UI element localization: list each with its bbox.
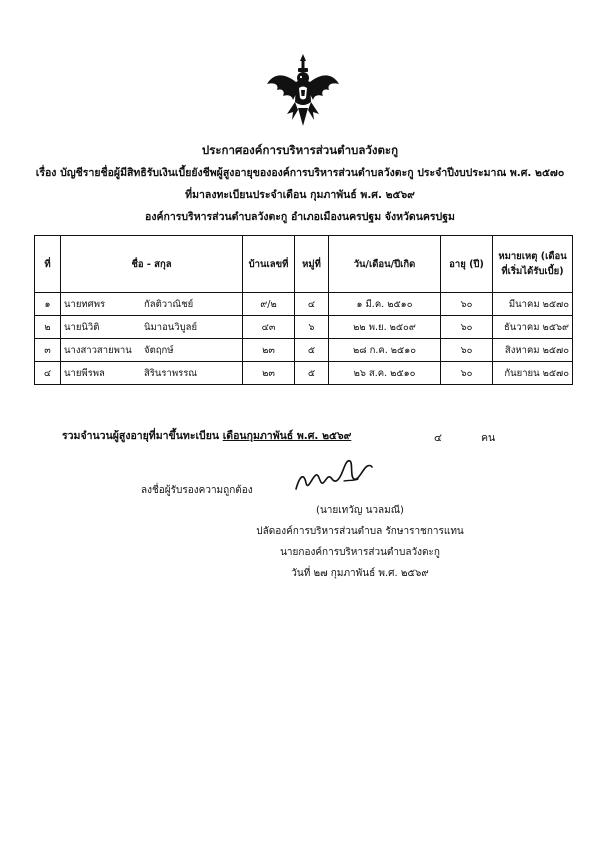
cell-age: ๖๐ <box>441 316 493 339</box>
cell-moo: ๖ <box>295 316 329 339</box>
garuda-emblem <box>265 52 341 128</box>
header-no: ที่ <box>35 236 61 293</box>
cell-no: ๒ <box>35 316 61 339</box>
header-note: หมายเหตุ (เดือนที่เริ่มได้รับเบี้ย) <box>493 236 573 293</box>
table-row <box>35 339 573 362</box>
first-name: นางสาวสายพาน <box>64 344 132 356</box>
last-name: นิมาอนวิบูลย์ <box>144 321 198 333</box>
cell-dob: ๑ มี.ค. ๒๕๑๐ <box>329 293 441 316</box>
cell-name <box>61 362 243 385</box>
cell-dob: ๒๒ พ.ย. ๒๕๐๙ <box>329 316 441 339</box>
table-row <box>35 362 573 385</box>
summary-month: เดือนกุมภาพันธ์ พ.ศ. ๒๕๖๙ <box>222 430 352 442</box>
summary-count: ๔ <box>434 432 442 444</box>
cell-no: ๓ <box>35 339 61 362</box>
cell-age: ๖๐ <box>441 293 493 316</box>
cell-name <box>61 293 243 316</box>
cell-dob: ๒๖ ส.ค. ๒๕๑๐ <box>329 362 441 385</box>
signature-block <box>200 500 520 584</box>
certifier-position: ปลัดองค์การบริหารส่วนตำบล รักษาราชการแทน <box>256 526 464 537</box>
cell-note: กันยายน ๒๕๗๐ <box>493 362 573 385</box>
cell-name <box>61 316 243 339</box>
header-age: อายุ (ปี) <box>441 236 493 293</box>
first-name: นายทศพร <box>64 298 106 310</box>
organization-location: องค์การบริหารส่วนตำบลวังตะกู อำเภอเมืองนครปฐม จังหวัดนครปฐม <box>145 211 455 223</box>
cell-moo: ๕ <box>295 339 329 362</box>
certifier-name: (นายเทวัญ นวลมณี) <box>316 505 404 516</box>
announcement-subject: เรื่อง บัญชีรายชื่อผู้มีสิทธิรับเงินเบี้ยยังชีพผู้สูงอายุขององค์การบริหารส่วนตำบลวังตะกู ประจำปีงบประมาณ พ.ศ. ๒๕๗๐ <box>35 167 565 179</box>
cell-note: สิงหาคม ๒๕๗๐ <box>493 339 573 362</box>
cell-age: ๖๐ <box>441 362 493 385</box>
header-dob: วัน/เดือน/ปีเกิด <box>329 236 441 293</box>
table-row <box>35 316 573 339</box>
cell-house-no: ๒๓ <box>243 362 295 385</box>
header-name: ชื่อ - สกุล <box>61 236 243 293</box>
cell-house-no: ๔๓ <box>243 316 295 339</box>
summary-label: รวมจำนวนผู้สูงอายุที่มาขึ้นทะเบียน <box>62 430 220 442</box>
header-moo: หมู่ที่ <box>295 236 329 293</box>
header-house-no: บ้านเลขที่ <box>243 236 295 293</box>
certifier-organization: นายกองค์การบริหารส่วนตำบลวังตะกู <box>280 547 440 558</box>
summary-line <box>62 427 351 444</box>
handwritten-signature <box>292 455 376 495</box>
table-header-row <box>35 236 573 293</box>
cell-name <box>61 339 243 362</box>
announcement-title: ประกาศองค์การบริหารส่วนตำบลวังตะกู <box>201 143 399 157</box>
beneficiary-table <box>34 235 573 385</box>
last-name: สิรินราพรรณ <box>144 367 198 379</box>
cell-house-no: ๒๓ <box>243 339 295 362</box>
summary-unit: คน <box>481 432 496 444</box>
cell-no: ๔ <box>35 362 61 385</box>
certifier-label: ลงชื่อผู้รับรองความถูกต้อง <box>141 485 253 496</box>
registration-period: ที่มาลงทะเบียนประจำเดือน กุมภาพันธ์ พ.ศ. ๒๕๖๙ <box>185 189 415 201</box>
cell-moo: ๔ <box>295 293 329 316</box>
last-name: จัตฤกษ์ <box>144 344 174 356</box>
first-name: นายพีรพล <box>64 367 105 379</box>
table-row <box>35 293 573 316</box>
cell-moo: ๕ <box>295 362 329 385</box>
first-name: นายนิวิติ <box>64 321 100 333</box>
certification-date: วันที่ ๒๗ กุมภาพันธ์ พ.ศ. ๒๕๖๙ <box>291 568 429 579</box>
cell-note: ธันวาคม ๒๕๖๙ <box>493 316 573 339</box>
cell-note: มีนาคม ๒๕๗๐ <box>493 293 573 316</box>
last-name: กัลติวาณิชย์ <box>144 298 194 310</box>
cell-house-no: ๙/๒ <box>243 293 295 316</box>
cell-no: ๑ <box>35 293 61 316</box>
cell-age: ๖๐ <box>441 339 493 362</box>
cell-dob: ๒๘ ก.ค. ๒๕๑๐ <box>329 339 441 362</box>
